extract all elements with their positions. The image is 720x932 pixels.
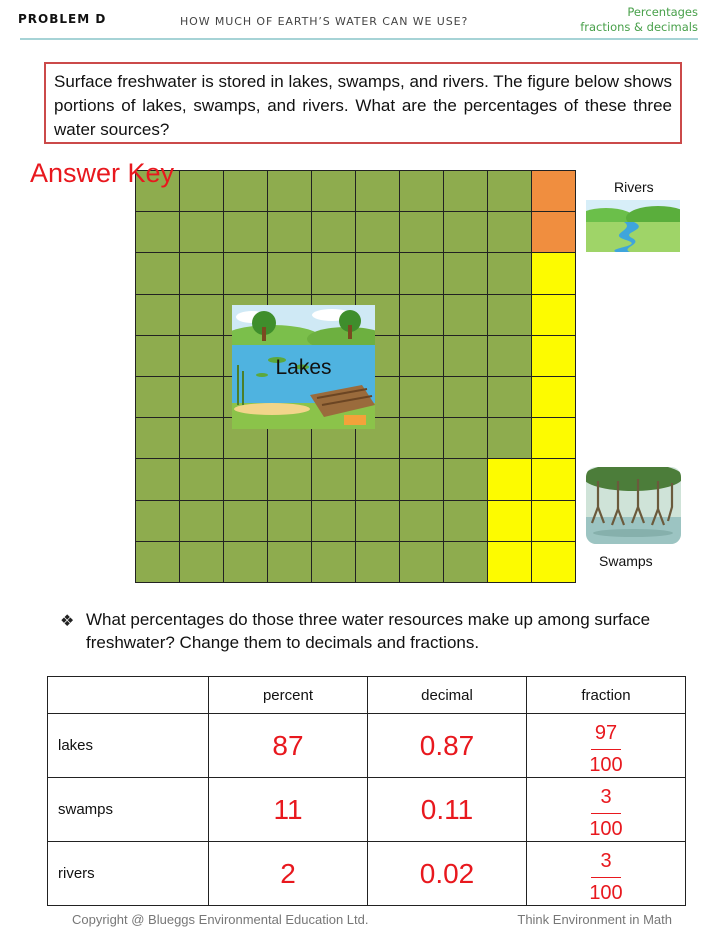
grid-cell-lake <box>444 253 488 294</box>
grid-cell-river <box>532 212 576 253</box>
grid-cell-lake <box>400 501 444 542</box>
question-text: Surface freshwater is stored in lakes, swamps, and rivers. The figure below shows portions of lakes, swamps, and rivers. What are the percentages of these three water sources? <box>54 72 672 139</box>
fraction-denominator: 100 <box>589 818 623 840</box>
rivers-picture <box>586 200 680 252</box>
question-box <box>44 62 682 144</box>
grid-cell-lake <box>224 171 268 212</box>
grid-cell-lake <box>180 295 224 336</box>
diamond-bullet-icon: ❖ <box>60 611 75 630</box>
decimal-value: 0.87 <box>368 714 527 778</box>
grid-cell-lake <box>180 336 224 377</box>
swamps-label: Swamps <box>599 553 653 569</box>
header-percent: percent <box>209 677 368 714</box>
grid-cell-lake <box>400 253 444 294</box>
grid-cell-lake <box>356 542 400 583</box>
header-decimal: decimal <box>368 677 527 714</box>
grid-cell-lake <box>180 459 224 500</box>
fraction-bar <box>591 749 621 750</box>
fraction-bar <box>591 813 621 814</box>
grid-cell-lake <box>180 542 224 583</box>
grid-cell-lake <box>356 253 400 294</box>
percent-value: 2 <box>209 842 368 906</box>
grid-cell-lake <box>180 253 224 294</box>
topic-line-1: Percentages <box>627 5 698 19</box>
grid-cell-lake <box>224 253 268 294</box>
grid-cell-lake <box>224 501 268 542</box>
grid-cell-lake <box>136 336 180 377</box>
grid-cell-lake <box>356 501 400 542</box>
grid-cell-lake <box>488 336 532 377</box>
grid-cell-lake <box>488 253 532 294</box>
header-blank <box>48 677 209 714</box>
grid-cell-swamp <box>488 542 532 583</box>
decimal-value: 0.02 <box>368 842 527 906</box>
grid-cell-lake <box>312 253 356 294</box>
grid-cell-lake <box>444 501 488 542</box>
fraction-numerator: 97 <box>594 722 618 744</box>
grid-cell-lake <box>312 171 356 212</box>
grid-cell-lake <box>180 377 224 418</box>
grid-cell-lake <box>224 459 268 500</box>
fraction-numerator: 3 <box>600 850 612 872</box>
grid-cell-lake <box>444 459 488 500</box>
grid-cell-lake <box>400 171 444 212</box>
grid-cell-lake <box>400 295 444 336</box>
grid-cell-lake <box>444 336 488 377</box>
grid-cell-swamp <box>532 253 576 294</box>
grid-cell-lake <box>400 418 444 459</box>
grid-cell-swamp <box>532 377 576 418</box>
table-row <box>48 778 686 842</box>
table-row <box>48 842 686 906</box>
grid-cell-lake <box>444 377 488 418</box>
rivers-label: Rivers <box>614 179 654 195</box>
grid-cell-swamp <box>488 501 532 542</box>
header-divider <box>20 38 698 40</box>
grid-cell-lake <box>444 542 488 583</box>
row-name: swamps <box>48 778 209 842</box>
topic-tag <box>580 5 698 35</box>
grid-cell-lake <box>136 212 180 253</box>
percent-value: 11 <box>209 778 368 842</box>
copyright-text: Copyright @ Blueggs Environmental Education Ltd. <box>72 912 369 927</box>
grid-cell-swamp <box>532 459 576 500</box>
row-name: lakes <box>48 714 209 778</box>
grid-cell-lake <box>312 212 356 253</box>
grid-cell-lake <box>136 459 180 500</box>
grid-cell-lake <box>180 418 224 459</box>
question-2-text: What percentages do those three water resources make up among surface freshwater? Change them to decimals and fractions. <box>86 610 651 652</box>
footer-tagline: Think Environment in Math <box>517 912 672 927</box>
grid-cell-lake <box>488 212 532 253</box>
problem-label: PROBLEM D <box>18 12 107 26</box>
table-header-row <box>48 677 686 714</box>
grid-cell-lake <box>400 459 444 500</box>
grid-cell-lake <box>180 171 224 212</box>
grid-cell-lake <box>400 377 444 418</box>
grid-cell-swamp <box>532 418 576 459</box>
topic-line-2: fractions & decimals <box>580 20 698 34</box>
grid-cell-lake <box>268 501 312 542</box>
grid-cell-lake <box>268 212 312 253</box>
fraction-denominator: 100 <box>589 754 623 776</box>
lakes-label: Lakes <box>275 356 332 379</box>
grid-cell-lake <box>224 212 268 253</box>
answer-table <box>47 676 686 906</box>
grid-cell-lake <box>444 212 488 253</box>
grid-cell-swamp <box>532 501 576 542</box>
grid-cell-lake <box>444 295 488 336</box>
grid-cell-lake <box>444 171 488 212</box>
fraction-cell <box>527 778 686 842</box>
grid-cell-lake <box>136 501 180 542</box>
grid-cell-lake <box>444 418 488 459</box>
grid-cell-river <box>532 171 576 212</box>
grid-cell-lake <box>312 459 356 500</box>
worksheet-title: HOW MUCH OF EARTH’S WATER CAN WE USE? <box>180 15 469 28</box>
grid-cell-lake <box>312 542 356 583</box>
grid-cell-lake <box>488 295 532 336</box>
grid-cell-swamp <box>532 336 576 377</box>
answer-key-label: Answer Key <box>30 158 175 188</box>
fraction-denominator: 100 <box>589 882 623 904</box>
header-fraction: fraction <box>527 677 686 714</box>
grid-cell-lake <box>400 336 444 377</box>
grid-cell-lake <box>136 295 180 336</box>
grid-cell-lake <box>312 501 356 542</box>
grid-cell-swamp <box>488 459 532 500</box>
fraction-cell <box>527 842 686 906</box>
grid-cell-lake <box>136 253 180 294</box>
grid-cell-swamp <box>532 295 576 336</box>
fraction-value <box>589 786 622 841</box>
swamps-picture <box>586 467 681 544</box>
grid-cell-lake <box>180 501 224 542</box>
grid-cell-lake <box>488 418 532 459</box>
decimal-value: 0.11 <box>368 778 527 842</box>
grid-cell-lake <box>136 542 180 583</box>
grid-cell-lake <box>224 542 268 583</box>
fraction-cell <box>527 714 686 778</box>
fraction-value <box>589 850 622 905</box>
grid-cell-lake <box>488 171 532 212</box>
fraction-value <box>589 722 622 777</box>
grid-cell-lake <box>356 212 400 253</box>
grid-cell-lake <box>268 171 312 212</box>
row-name: rivers <box>48 842 209 906</box>
fraction-numerator: 3 <box>600 786 612 808</box>
grid-cell-lake <box>356 171 400 212</box>
grid-cell-lake <box>356 459 400 500</box>
table-row <box>48 714 686 778</box>
swamp-scene-icon <box>586 467 681 544</box>
grid-cell-lake <box>136 418 180 459</box>
grid-cell-lake <box>488 377 532 418</box>
river-scene-icon <box>586 200 680 252</box>
fraction-bar <box>591 877 621 878</box>
grid-cell-swamp <box>532 542 576 583</box>
grid-cell-lake <box>180 212 224 253</box>
grid-cell-lake <box>268 542 312 583</box>
grid-cell-lake <box>268 253 312 294</box>
grid-cell-lake <box>136 377 180 418</box>
percent-value: 87 <box>209 714 368 778</box>
grid-cell-lake <box>400 542 444 583</box>
grid-cell-lake <box>400 212 444 253</box>
grid-cell-lake <box>268 459 312 500</box>
